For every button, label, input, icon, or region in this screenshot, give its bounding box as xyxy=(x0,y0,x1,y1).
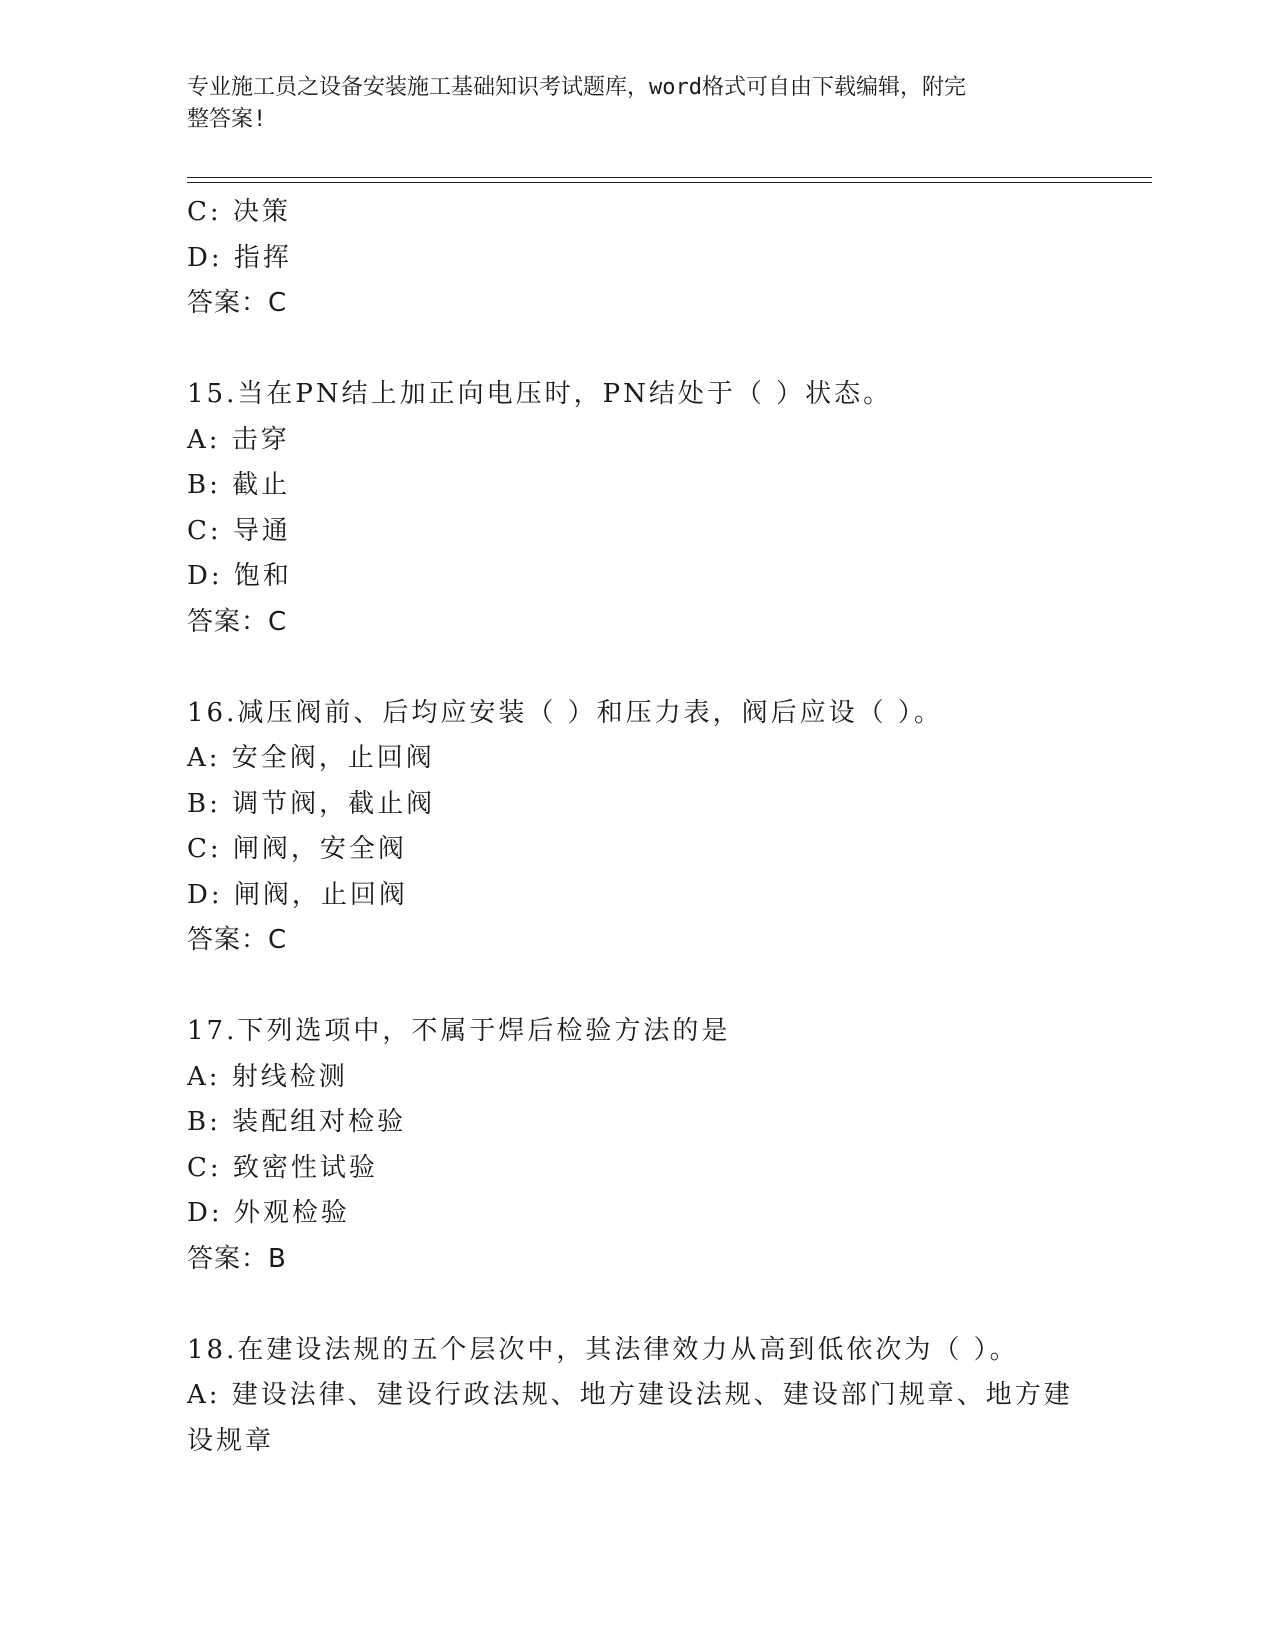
option-d: D: 闸阀，止回阀 xyxy=(187,879,408,910)
option-a: A: 击穿 xyxy=(187,424,290,455)
spacer xyxy=(187,645,1087,691)
option-c: C: 导通 xyxy=(187,515,291,546)
answer: 答案：C xyxy=(187,925,288,955)
question-14-tail xyxy=(187,190,1087,327)
option-d: D: 指挥 xyxy=(187,242,292,273)
header-rule-top xyxy=(187,177,1152,178)
option-b: B: 截止 xyxy=(187,470,291,500)
option-c: C: 决策 xyxy=(187,197,291,227)
option-a-line-2: 设规章 xyxy=(187,1425,275,1456)
question-text: 15.当在PN结上加正向电压时，PN结处于（ ）状态。 xyxy=(187,379,893,409)
option-b: B: 装配组对检验 xyxy=(187,1107,407,1137)
option-a: A: 射线检测 xyxy=(187,1061,348,1092)
question-17 xyxy=(187,1009,1087,1282)
header-line-1: 专业施工员之设备安装施工基础知识考试题库，word格式可自由下载编辑，附完 xyxy=(187,75,966,100)
option-c: C: 致密性试验 xyxy=(187,1152,378,1183)
question-18 xyxy=(187,1328,1087,1465)
header-line-2: 整答案! xyxy=(187,107,267,132)
question-list xyxy=(187,190,1087,1464)
option-d: D: 外观检验 xyxy=(187,1198,350,1228)
question-15 xyxy=(187,372,1087,645)
spacer xyxy=(187,1282,1087,1328)
question-text: 18.在建设法规的五个层次中，其法律效力从高到低依次为（ ）。 xyxy=(187,1334,1019,1365)
spacer xyxy=(187,964,1087,1010)
option-d: D: 饱和 xyxy=(187,561,292,591)
option-a-line-1: A: 建设法律、建设行政法规、地方建设法规、建设部门规章、地方建 xyxy=(187,1380,1073,1410)
question-16 xyxy=(187,691,1087,964)
spacer xyxy=(187,327,1087,373)
answer: 答案：C xyxy=(187,288,288,318)
option-a: A: 安全阀，止回阀 xyxy=(187,743,435,773)
option-c: C: 闸阀，安全阀 xyxy=(187,834,407,864)
answer: 答案：C xyxy=(187,606,288,637)
option-b: B: 调节阀，截止阀 xyxy=(187,788,436,819)
document-header xyxy=(187,72,1067,136)
header-rule-bottom xyxy=(187,182,1152,183)
answer: 答案：B xyxy=(187,1243,287,1274)
question-text: 16.减压阀前、后均应安装（ ）和压力表，阀后应设（ ）。 xyxy=(187,697,943,728)
question-text: 17.下列选项中，不属于焊后检验方法的是 xyxy=(187,1016,731,1046)
